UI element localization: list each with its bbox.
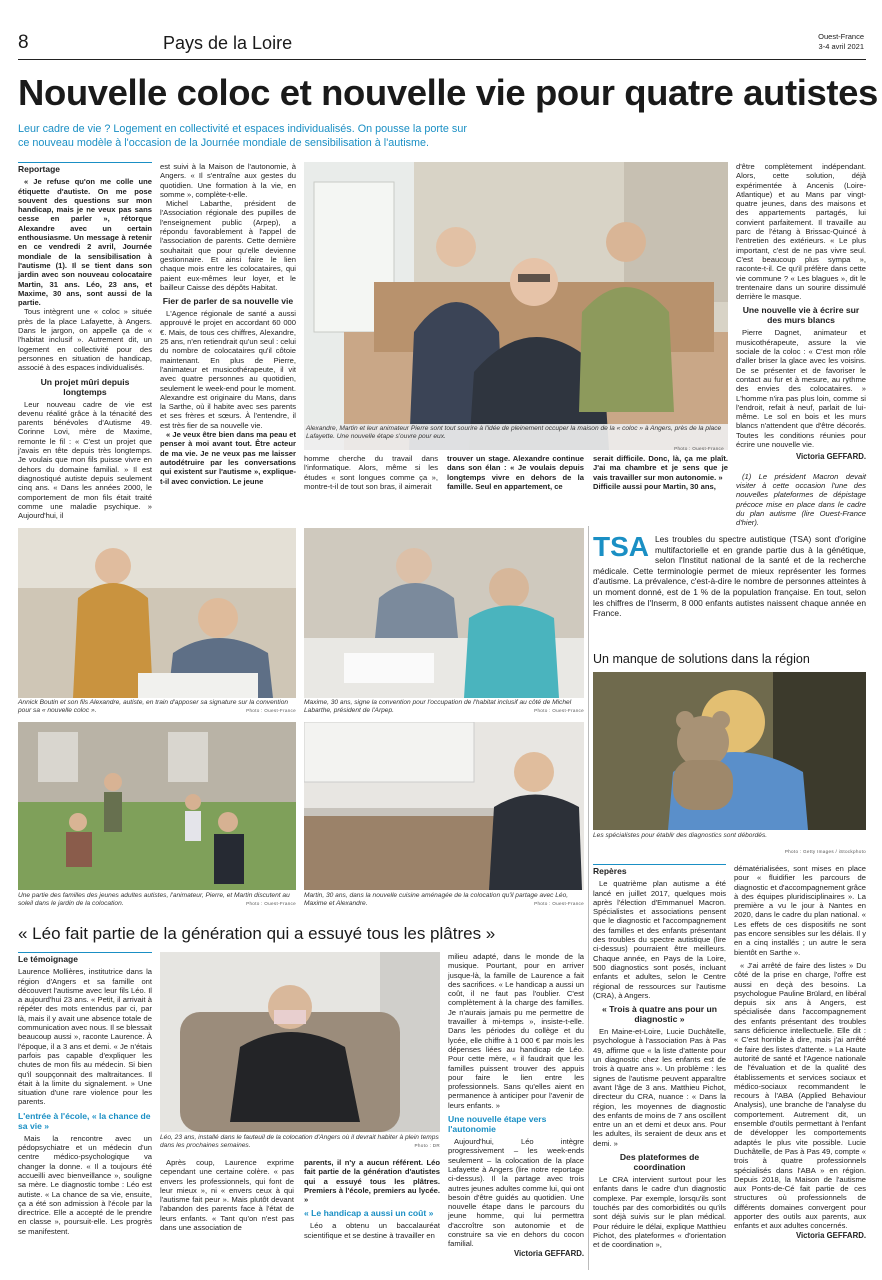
main-col4-text: trouver un stage. Alexandre continue dans son élan : « Je voulais depuis longtemps vivre en dehors de la famille. Seul en appartement, ce <box>447 454 584 491</box>
main-col1-p3: Leur nouveau cadre de vie est devenu réalité grâce à la ténacité des parents bénévoles d'Autisme 49. Corinne Lovi, mère de Maxime, remonte le fil : « C'est un projet que j'avais en tête depuis très longtemps. Je voulais que mon fils puisse vivre en dehors du domaine familial. » Il est diagnostiqué autiste depuis seulement cinq ans. « Dans les années 2000, le comportement de mon fils était traité comme une maladie psychique. » Aujourd'hui, il <box>18 399 152 521</box>
tsa-label: TSA <box>593 531 649 562</box>
main-photo-caption-text: Alexandre, Martin et leur animateur Pierre sont tout sourire à l'idée de pleinement occuper la maison de la « coloc » à Angers, près de la place Lafayette. Une nouvelle étape s'ouvre pour eux. <box>306 425 722 440</box>
rubric-temoignage: Le témoignage <box>18 952 152 964</box>
leo-col1-p2: Mais la rencontre avec un pédopsychiatre et un médecin d'un centre médico-psychologique va changer la donne. « Il a toujours été accueilli avec bienveillance », souligne sa mère. Le diagnostic tombe : Léo est autiste. « La chance de sa vie, ensuite, ça a été son admission à l'école par la directrice. Elle a accepté de le prendre en classe », poursuit-elle. Les progrès se manifestent. <box>18 1133 152 1236</box>
main-col5-text: serait difficile. Donc, là, ça me plaît. J'ai ma chambre et je sens que je vais travailler sur mon autonomie. » Difficile aussi pour Martin, 30 ans, <box>593 454 728 491</box>
main-col2-p3: L'Agence régionale de santé a aussi approuvé le projet en accordant 60 000 €. Mais, de tous ces chiffres, Alexandre, 25 ans, n'en retiendrait qu'un seul : celui du nombre de colocataires qu'il côtoie maintenant. En plus de Pierre, l'animateur et musicothérapeute, il vit avec quatre personnes au quotidien, seulement le week-end pour le moment. Alexandre est originaire du Mans, dans la Sarthe, où il habite avec ses parents et ses frères et sœurs. À l'entendre, il est très fier de sa nouvelle vie. <box>160 309 296 430</box>
photo-leo-caption-text: Léo, 23 ans, installé dans le fauteuil de la colocation d'Angers où il devrait habiter à plein temps dans les prochaines semaines. <box>160 1134 439 1149</box>
photo-child-credit: Photo : Getty Images / iStockphoto <box>784 849 866 854</box>
main-col2-p1: est suivi à la Maison de l'autonomie, à Angers. « Il s'entraîne aux gestes du quotidien. Une formation à la vie, en somme », complète-t-elle. <box>160 162 296 199</box>
signing-photo-icon <box>18 528 296 698</box>
subhead-ecole: L'entrée à l'école, « la chance de sa vie » <box>18 1110 151 1131</box>
photo-maxime-caption <box>304 699 584 715</box>
subhead-handicap: « Le handicap a aussi un coût » <box>304 1208 434 1219</box>
photo-garden <box>18 722 296 890</box>
photo-garden-credit: Photo : Ouest-France <box>246 901 296 906</box>
column-rule <box>588 526 589 1270</box>
rubric-reportage: Reportage <box>18 162 152 174</box>
armchair-photo-icon <box>160 952 440 1132</box>
rubric-reperes: Repères <box>593 864 726 876</box>
photo-kitchen-caption-text: Martin, 30 ans, dans la nouvelle cuisine aménagée de la colocation qu'il partage avec Léo, Maxime et Alexandre. <box>304 892 569 907</box>
main-col-2 <box>160 162 296 486</box>
photo-annick <box>18 528 296 698</box>
tsa-text: Les troubles du spectre autistique (TSA) sont d'origine multifactorielle et en grande partie dus à la génétique, selon l'Institut national de la santé et de la recherche médicale. Cette terminologie permet de mieux représenter les formes d'autisme. La prévalence, c'est-à-dire le nombre de personnes atteintes à un moment donné, est de 1 % de la population française. En tout, selon les chiffres de l'Inserm, 8 000 enfants autistes naissent chaque année en France. <box>593 534 866 619</box>
main-col2-p4: « Je veux être bien dans ma peau et penser à moi avant tout. Être acteur de ma vie. Je ne veux pas me laisser autodétruire par les conversations qui existent sur l'autisme », explique-t-il avec conviction. Le jeune <box>160 430 296 486</box>
leo-col2-p1: Après coup, Laurence exprime cependant une certaine colère. « pas envers les professionnels, qui font de leur mieux », ni « envers ceux à qui l'autisme fait peur ». Mais plutôt devant l'abandon des parents face à l'état de leurs enfants. « Tant qu'on n'est pas dans une association de <box>160 1158 294 1233</box>
solutions-headline: Un manque de solutions dans la région <box>593 652 810 666</box>
main-photo-caption <box>306 425 724 450</box>
leo-col-4 <box>448 952 584 1258</box>
photo-leo-credit: Photo : DR <box>414 1143 440 1148</box>
subhead-murs-blancs: Une nouvelle vie à écrire sur des murs blancs <box>742 305 860 326</box>
leo-col-3 <box>304 1158 440 1240</box>
subhead-autonomie: Une nouvelle étape vers l'autonomie <box>448 1114 547 1135</box>
solutions-signature: Victoria GEFFARD. <box>795 1230 866 1240</box>
kitchen-photo-icon <box>304 722 584 890</box>
solutions-col1-p1: Le quatrième plan autisme a été lancé en juillet 2017, quelques mois après l'élection d'Emmanuel Macron. Spécialistes et associations pensent que le diagnostic et l'accompagnement des familles et des enfants présentant des troubles du spectre autistique (lire ci-dessus) pourraient être meilleurs. Chaque année, en Pays de la Loire, 500 diagnostics sont posés, incluant enfants et adultes, selon le Centre régional de ressources sur l'autisme (CRA), à Angers. <box>593 879 726 1000</box>
standfirst: Leur cadre de vie ? Logement en collectivité et espaces individualisés. On pousse la porte sur ce nouveau modèle à l'occasion de la Journée mondiale de sensibilisation à l'autisme. <box>18 123 467 149</box>
photo-annick-caption <box>18 699 296 715</box>
photo-kitchen-caption <box>304 892 584 908</box>
subhead-plateformes: Des plateformes de coordination <box>619 1152 700 1173</box>
leo-col3-p2: Léo a obtenu un baccalauréat scientifique et se destine à travailler en <box>304 1221 440 1240</box>
garden-photo-icon <box>18 722 296 890</box>
main-footnote: (1) Le président Macron devait visiter à cette occasion l'une des nouvelles plateformes de dépistage précoce mise en place dans le cadre du plan autisme (lire Ouest-France d'hier). <box>736 471 866 528</box>
subhead-trois-ans: « Trois à quatre ans pour un diagnostic » <box>601 1004 718 1025</box>
group-photo-icon <box>304 162 728 450</box>
section-title: Pays de la Loire <box>163 33 293 53</box>
photo-child <box>593 672 866 830</box>
leo-col4-p1: milieu adapté, dans le monde de la musique. Pourtant, pour en arriver jusque-là, la famille de Laurence a fait des sacrifices. « Le handicap a aussi un coût, il ne faut pas l'oublier. C'est complètement à la charge des familles. Je n'aurais jamais pu me permettre de travailler à mi-temps », insiste-t-elle. Dans les périodes du collège et du lycée, elle chiffre à 1 000 € par mois les dépenses liées au handicap de Léo. Pour cette mère, « il faudrait que les familles puissent trouver des appuis pour faire le lien entre les professionnels. Sans qu'elles aient en permanence à anticiper pour l'avenir de leurs enfants. » <box>448 952 584 1110</box>
solutions-col2-p1: dématérialisées, sont mises en place pour « fluidifier les parcours de diagnostic et d'accompagnement grâce à des équipes pluridisciplinaires ». La première a vu le jour à Nantes en 2020, dans le cadre du plan national. « Les effets de ces dispositifs ne sont pas encore sensibles sur les délais. Il y en a cinq installés ; un autre le sera bientôt en Sarthe ». <box>734 864 866 957</box>
photo-child-caption <box>593 832 866 840</box>
photo-annick-caption-text: Annick Boutin et son fils Alexandre, autiste, en train d'apposer sa signature sur la convention pour sa « nouvelle coloc ». <box>18 699 289 714</box>
solutions-col-2 <box>734 864 866 1240</box>
main-col1-p2: Tous intègrent une « coloc » située près de la place Lafayette, à Angers. Dans le jargon, on appelle ça de « l'habitat inclusif ». Autrement dit, un logement en collectivité pour des personnes en situation de handicap, associé à des espaces individualisés. <box>18 307 152 373</box>
photo-annick-credit: Photo : Ouest-France <box>246 708 296 713</box>
solutions-col2-p2: « J'ai arrêté de faire des listes » Du côté de la prise en charge, l'offre est aussi en deçà des besoins. La psychologue Pauline Brülard, en libéral depuis six ans à Angers, est spécialisée dans l'accompagnement des enfants présentant des troubles sans déficience intellectuelle. Elle dit : « C'est horrible à dire, mais j'ai arrêté de faire des listes d'attente. » La Haute autorité de santé et l'Agence nationale de l'évaluation et de la qualité des établissements et services sociaux et médico-sociaux recommandent le recours à l'ABA (Applied Behaviour Analysis), une branche de l'analyse du comportement. Autrement dit, un ensemble d'outils permettant à l'enfant de développer les comportements adaptés le plus vite possible. Lucie Duchâtelle, de Pas à Pas 49, compte « trois à quatre professionnels spécialisés dans l'ABA » en région. Depuis 2018, la Maison de l'autisme aux Ponts-de-Cé fait partie de ces structures où professionnels de différents domaines convergent pour apporter des outils aux parents, aux enfants et aux adultes concernés. <box>734 960 866 1231</box>
leo-col1-p1: Laurence Mollières, institutrice dans la région d'Angers et sa famille ont découvert l'autisme avec leur fils Léo. Il a aujourd'hui 23 ans. « Petit, il arrivait à répéter des mots entendus par ci, par là, mais il y avait une absence totale de communication avec nous. Il se blessait beaucoup aussi », raconte Laurence. À l'époque, il a 3 ans et demi. « Je n'étais parfois pas capable d'expliquer les chutes de mon fils au médecin. Si bien qu'il soupçonnait des maltraitances. Il était à la limite du signalement. » Une situation d'une rare violence pour les parents. <box>18 967 152 1107</box>
newspaper-name: Ouest-France <box>818 32 864 41</box>
photo-kitchen <box>304 722 584 890</box>
main-col3-text: homme cherche du travail dans l'informatique. Alors, même si les études « sont longues comme ça », montre-t-il de tout son bras, il aimerait <box>304 454 438 491</box>
main-col-5 <box>593 454 728 491</box>
photo-leo-caption <box>160 1134 440 1150</box>
page-header <box>18 30 866 60</box>
photo-maxime-caption-text: Maxime, 30 ans, signe la convention pour l'occupation de l'habitat inclusif au côté de Michel Labarthe, président de l'Arpep. <box>304 699 572 714</box>
page-number: 8 <box>18 32 29 53</box>
photo-child-caption-text: Les spécialistes pour établir des diagnostics sont débordés. <box>593 832 768 839</box>
main-group-photo <box>304 162 728 450</box>
leo-col-1 <box>18 952 152 1236</box>
main-col1-p1: « Je refuse qu'on me colle une étiquette d'autiste. On me pose souvent des questions sur mon handicap, mais je ne veux pas sans cesse en parler », rétorque Alexandre avec un certain enthousiasme. Un message à retenir en ce vendredi 2 avril, Journée mondiale de la sensibilisation à l'autisme (1). Il se tient dans son jardin avec son nouveau colocataire Martin, 31 ans. Léo, 23 ans, et Maxime, 30 ans, sont aussi de la partie. <box>18 177 152 308</box>
tsa-box <box>593 531 866 619</box>
main-signature: Victoria GEFFARD. <box>795 452 866 462</box>
leo-headline: « Léo fait partie de la génération qui a essuyé tous les plâtres » <box>18 924 496 943</box>
main-photo-credit: Photo : Ouest-France <box>674 446 724 450</box>
photo-kitchen-credit: Photo : Ouest-France <box>534 901 584 906</box>
signing-photo-icon-2 <box>304 528 584 698</box>
solutions-col-1 <box>593 864 726 1249</box>
photo-maxime-credit: Photo : Ouest-France <box>534 708 584 713</box>
leo-signature: Victoria GEFFARD. <box>513 1248 584 1258</box>
main-col-3 <box>304 454 438 491</box>
solutions-col1-p3: Le CRA intervient surtout pour les enfants dans le cadre d'un diagnostic complexe. Par exemple, lorsqu'ils sont touchés par des comorbidités ou qu'ils sont déjà suivis sur le plan médical. Pour réduire le délai, explique Matthieu Pichot, des plateformes « d'orientation et de coordination », <box>593 1175 726 1250</box>
headline: Nouvelle coloc et nouvelle vie pour quatre autistes <box>18 72 878 113</box>
photo-leo <box>160 952 440 1132</box>
subhead-fier: Fier de parler de sa nouvelle vie <box>162 296 294 307</box>
leo-col3-p1: parents, il n'y a aucun référent. Léo fait partie de la génération d'autistes qui a essuyé tous les plâtres. Premiers à l'école, premiers au lycée. » <box>304 1158 440 1205</box>
photo-maxime <box>304 528 584 698</box>
photo-garden-caption-text: Une partie des familles des jeunes adultes autistes, l'animateur, Pierre, et Martin discutent au soleil dans le jardin de la colocation. <box>18 892 290 907</box>
main-col-4 <box>447 454 584 491</box>
subhead-projet: Un projet mûri depuis longtemps <box>40 376 130 397</box>
leo-col4-p2: Aujourd'hui, Léo intègre progressivement – les week-ends seulement – la colocation de la place Lafayette à Angers (lire notre reportage ci-dessus). Il la partage avec trois autres jeunes adultes comme lui, qui ont besoin d'être guidés au quotidien. Une nouvelle étape dans le parcours du jeune homme, qui lui permettra d'accroître son autonomie et de construire sa vie en dehors du cocon familial. <box>448 1137 584 1249</box>
issue-date: 3-4 avril 2021 <box>818 42 864 51</box>
main-col-1 <box>18 162 152 520</box>
main-col-6 <box>736 162 866 527</box>
photo-garden-caption <box>18 892 296 908</box>
photo-child-credit-wrap <box>593 848 866 856</box>
main-col2-p2: Michel Labarthe, président de l'Association régionale des pupilles de l'enseignement public (Arpep), a répondu favorablement à l'appel de l'association de parents. Cette dernière souhaitait que pour qu'elle devienne gestionnaire. Et ainsi faire le lien chaque mois entre les colocataires, qui paient eux-mêmes leur loyer, et le bailleur Caisse des dépôts Habitat. <box>160 199 296 292</box>
main-col6-p2: Pierre Dagnet, animateur et musicothérapeute, assure la vie sociale de la coloc : « C'est mon rôle d'aller briser la glace avec les voisins. De se présenter et de favoriser le contact au fur et à mesure, au rythme des envies des colocataires. » L'homme n'ira pas plus loin, comme si l'endroit, refait à neuf, parlait de lui-même. Le sol en bois et les murs blancs n'attendent que d'être décorés. Toutes les conditions réunies pour écrire une nouvelle vie. <box>736 328 866 450</box>
child-teddy-photo-icon <box>593 672 866 830</box>
main-col6-p1: d'être complètement indépendant. Alors, cette solution, déjà expérimentée à Ancenis (Loire-Atlantique) et au Mans par vingt-quatre jeunes, dans des maisons et des appartements partagés, lui convient parfaitement. Il travaille au parc de l'étang à Brissac-Quincé à l'entretien des extérieurs. « Le plus important, c'est de ne pas vivre seul. C'est beaucoup plus sympa », raconte-t-il. Ce qu'il préfère dans cette vie commune ? « Les blagues », dit le trentenaire dans un sourire dissimulé derrière le masque. <box>736 162 866 302</box>
solutions-col1-p2: En Maine-et-Loire, Lucie Duchâtelle, psychologue à l'association Pas à Pas 49, affirme que « la liste d'attente pour un diagnostic chez les enfants est de trois à quatre ans ». Un problème : les signes de l'autisme peuvent apparaître avant l'âge de 3 ans. Matthieu Pichot, directeur du CRA, nuance : « Dans la région, les moyennes de diagnostic des enfants de moins de 7 ans oscillent entre un an et demi et deux ans. Pour les adultes, ils seraient de deux ans et demi. » <box>593 1027 726 1148</box>
leo-col-2 <box>160 1158 294 1232</box>
